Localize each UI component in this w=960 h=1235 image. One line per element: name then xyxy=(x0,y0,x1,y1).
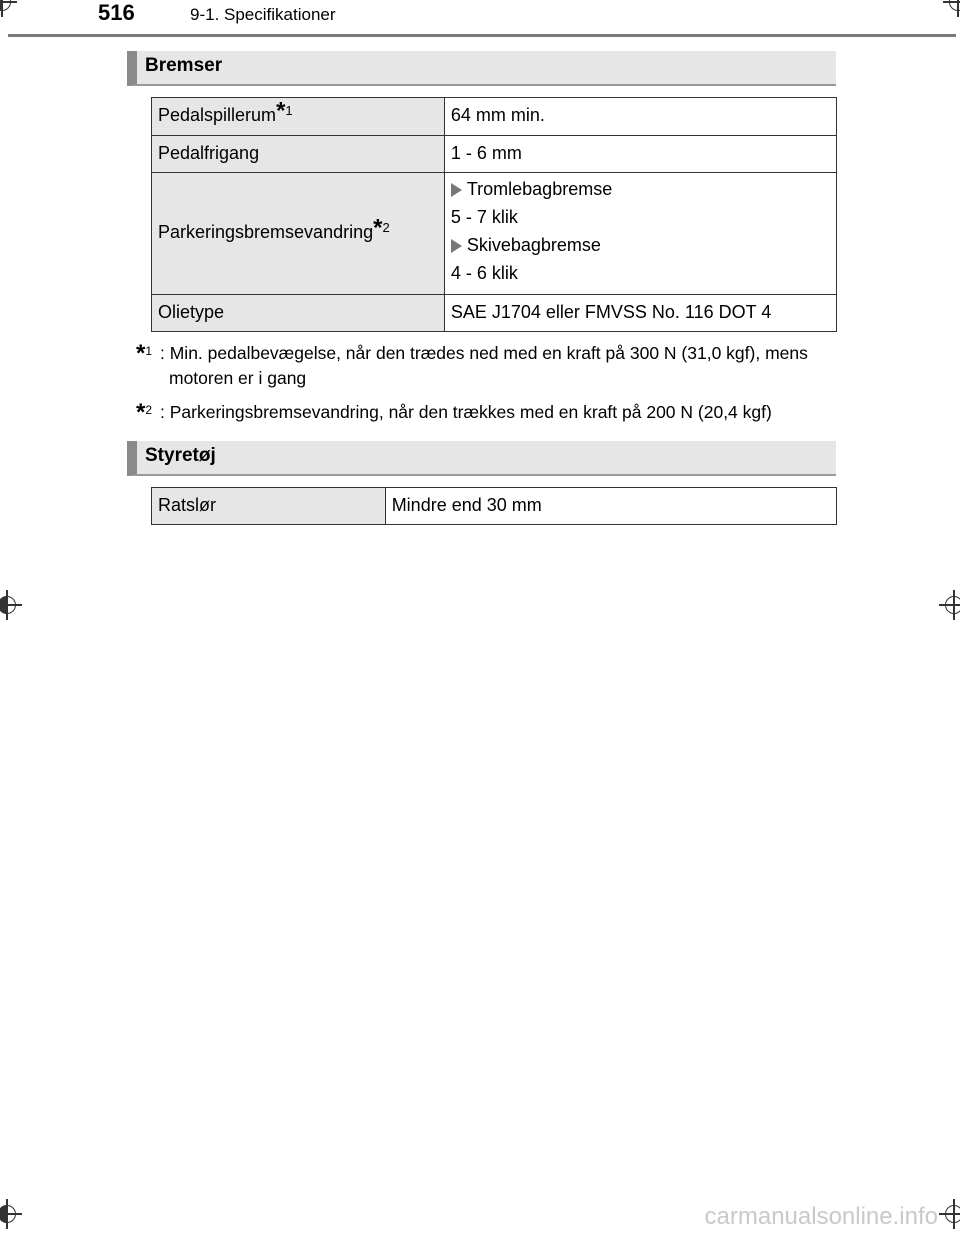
sub-label: Skivebagbremse xyxy=(451,231,830,259)
triangle-bullet-icon xyxy=(451,183,462,197)
triangle-bullet-icon xyxy=(451,239,462,253)
spec-key: Ratslør xyxy=(152,488,386,525)
footnote-text: : Parkeringsbremsevandring, når den trækkes med en kraft på 200 N (20,4 kgf) xyxy=(160,402,772,422)
page-number: 516 xyxy=(98,0,135,25)
spec-value: 64 mm min. xyxy=(444,98,836,136)
table-row xyxy=(152,98,837,136)
registration-mark-icon xyxy=(947,0,960,13)
section-heading-steering xyxy=(127,441,836,476)
footnote-ref: *1 xyxy=(276,97,293,125)
brakes-spec-table xyxy=(151,97,837,332)
table-row xyxy=(152,172,837,294)
header-rule xyxy=(8,34,956,37)
sub-label: Tromlebagbremse xyxy=(451,175,830,203)
spec-value: Mindre end 30 mm xyxy=(385,488,836,525)
sub-value: 5 - 7 klik xyxy=(450,206,518,227)
steering-spec-table xyxy=(151,487,837,525)
table-row xyxy=(152,488,837,525)
registration-mark-icon xyxy=(0,594,18,616)
spec-key: Pedalfrigang xyxy=(152,135,445,172)
sub-value: 4 - 6 klik xyxy=(450,262,518,283)
section-title: Styretøj xyxy=(145,445,216,466)
spec-key: Pedalspillerum$^{*1}$ xyxy=(152,98,445,136)
spec-value xyxy=(444,172,836,294)
footnote xyxy=(136,341,846,391)
registration-mark-icon xyxy=(0,0,13,13)
registration-mark-icon xyxy=(943,1203,960,1225)
footnote-mark: *$^2$ xyxy=(136,399,153,426)
registration-mark-icon xyxy=(943,594,960,616)
spec-key: Parkeringsbremsevandring$^{*2}$ xyxy=(152,172,445,294)
chapter-title: 9-1. Specifikationer xyxy=(190,5,336,24)
footnote-ref: *2 xyxy=(373,214,390,242)
spec-value: SAE J1704 eller FMVSS No. 116 DOT 4 xyxy=(444,294,836,331)
section-heading-brakes xyxy=(127,51,836,86)
watermark: carmanualsonline.info xyxy=(704,1203,938,1230)
table-row xyxy=(152,135,837,172)
section-title: Bremser xyxy=(145,55,223,76)
footnote xyxy=(136,400,846,425)
table-row xyxy=(152,294,837,331)
footnote-text: : Min. pedalbevægelse, når den trædes ned med en kraft på 300 N (31,0 kgf), mens motoren er i gang xyxy=(160,343,808,388)
registration-mark-icon xyxy=(0,1203,18,1225)
spec-value: 1 - 6 mm xyxy=(444,135,836,172)
spec-key: Olietype xyxy=(152,294,445,331)
footnote-mark: *$^1$ xyxy=(136,340,153,367)
